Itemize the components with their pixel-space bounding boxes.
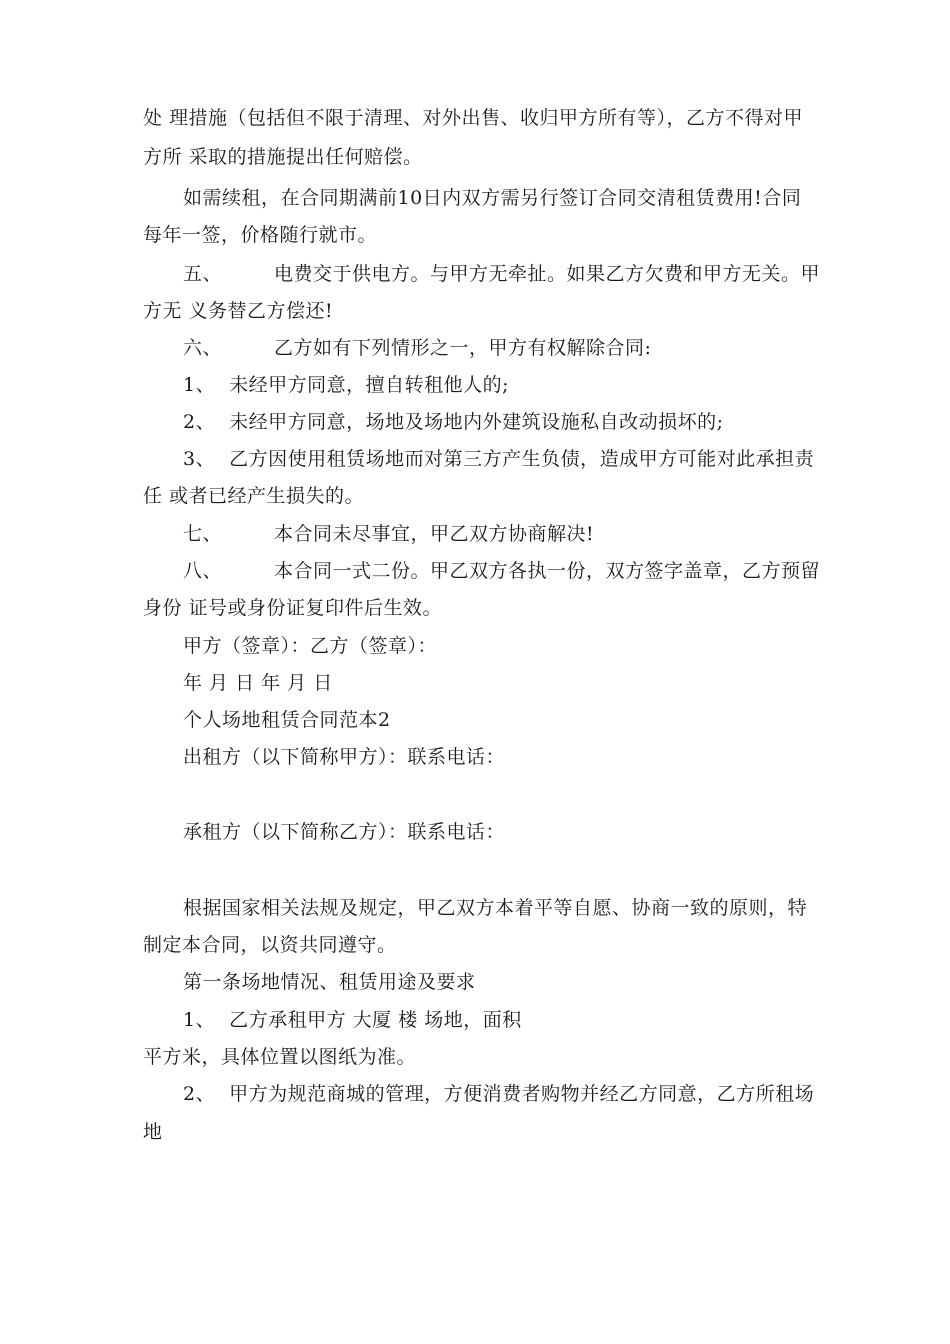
clause-seven xyxy=(183,522,594,546)
list-text: 甲方为规范商城的管理，方便消费者购物并经乙方同意，乙方所租场 xyxy=(229,1083,815,1105)
list-item xyxy=(183,1082,814,1106)
clause-marker: 六、 xyxy=(183,337,223,359)
paragraph-line: 身份 证号或身份证复印件后生效。 xyxy=(143,597,443,619)
clause-marker: 八、 xyxy=(183,560,223,582)
list-marker: 2、 xyxy=(183,411,216,433)
list-text: 乙方承租甲方 大厦 楼 场地，面积 xyxy=(229,1009,522,1031)
article-heading: 第一条场地情况、租赁用途及要求 xyxy=(183,971,476,993)
paragraph-line: 制定本合同，以资共同遵守。 xyxy=(143,934,397,956)
date-line: 年 月 日 年 月 日 xyxy=(183,672,333,694)
paragraph-line: 处 理措施（包括但不限于清理、对外出售、收归甲方所有等），乙方不得对甲 xyxy=(143,107,804,129)
clause-marker: 五、 xyxy=(183,263,223,285)
clause-marker: 七、 xyxy=(183,523,223,545)
clause-text: 电费交于供电方。与甲方无牵扯。如果乙方欠费和甲方无关。甲 xyxy=(274,263,821,285)
list-text: 未经甲方同意，场地及场地内外建筑设施私自改动损坏的; xyxy=(229,411,724,433)
party-line: 出租方（以下简称甲方）：联系电话： xyxy=(183,746,506,768)
clause-text: 本合同一式二份。甲乙双方各执一份，双方签字盖章，乙方预留 xyxy=(274,560,821,582)
section-title: 个人场地租赁合同范本2 xyxy=(183,709,391,731)
list-marker: 1、 xyxy=(183,1009,216,1031)
paragraph-line: 任 或者已经产生损失的。 xyxy=(143,485,365,507)
list-marker: 3、 xyxy=(183,448,216,470)
paragraph-line: 方无 义务替乙方偿还! xyxy=(143,300,334,322)
list-item xyxy=(183,1008,522,1032)
paragraph-line: 如需续租，在合同期满前10日内双方需另行签订合同交清租赁费用!合同 xyxy=(183,187,802,209)
list-text: 乙方因使用租赁场地而对第三方产生负债，造成甲方可能对此承担责 xyxy=(229,448,815,470)
paragraph-line: 平方米，具体位置以图纸为准。 xyxy=(143,1046,417,1068)
list-marker: 1、 xyxy=(183,374,216,396)
list-text: 未经甲方同意，擅自转租他人的; xyxy=(229,374,509,396)
list-item xyxy=(183,373,509,397)
clause-text: 本合同未尽事宜，甲乙双方协商解决! xyxy=(274,523,595,545)
signature-line: 甲方（签章）：乙方（签章）： xyxy=(183,635,438,657)
paragraph-line: 地 xyxy=(143,1121,163,1143)
clause-eight xyxy=(183,559,820,583)
list-item xyxy=(183,410,724,434)
paragraph-line: 方所 采取的措施提出任何赔偿。 xyxy=(143,146,423,168)
clause-five xyxy=(183,262,820,286)
clause-text: 乙方如有下列情形之一，甲方有权解除合同: xyxy=(274,337,652,359)
paragraph-line: 根据国家相关法规及规定，甲乙双方本着平等自愿、协商一致的原则，特 xyxy=(183,897,808,919)
clause-six xyxy=(183,336,651,360)
list-marker: 2、 xyxy=(183,1083,216,1105)
party-line: 承租方（以下简称乙方）：联系电话： xyxy=(183,821,506,843)
list-item xyxy=(183,447,814,471)
paragraph-line: 每年一签，价格随行就市。 xyxy=(143,224,378,246)
